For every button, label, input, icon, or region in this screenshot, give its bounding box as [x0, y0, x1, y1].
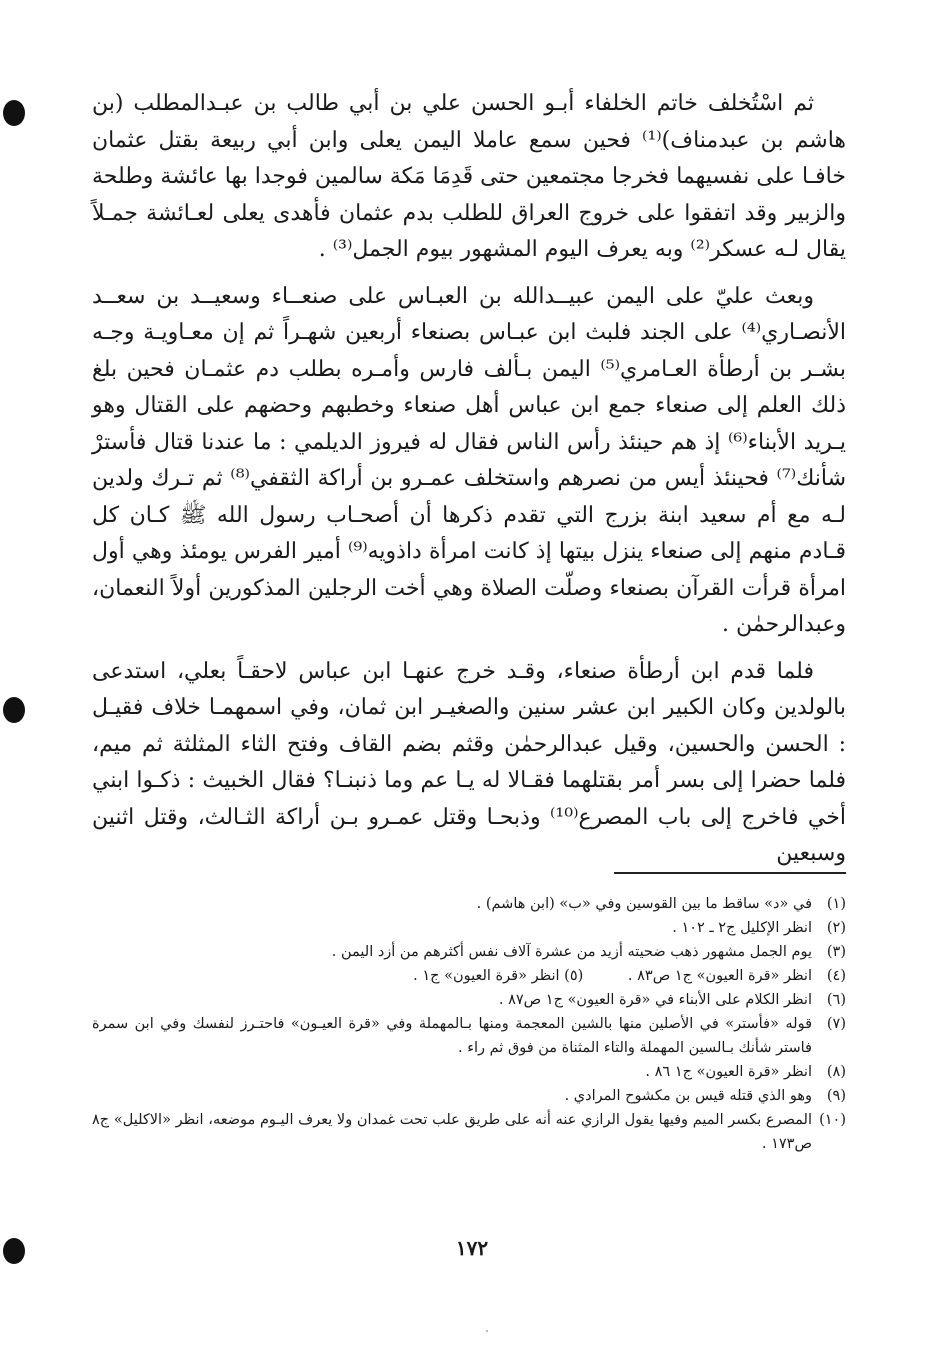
footnote-text: قوله «فأستر» في الأصلين منها بالشين المعجمة ومنها بـالمهملة وفي «قرة العيـون» فاحتـرز لنفسك وفي ابن سمرة فاستر شأنك بـالسين المهملة والتاء المثناة من فوق ثم راء .: [92, 1016, 812, 1056]
footnote-7: [92, 1012, 846, 1060]
footnote-2: [92, 916, 846, 940]
footnote-text: يوم الجمل مشهور ذهب ضحيته أزيد من عشرة آلاف نفس أكثرهم من أزد اليمن .: [331, 944, 812, 960]
footnote-1: [92, 892, 846, 916]
binding-hole-mark: [3, 100, 25, 126]
footnote-text: انظر الكلام على الأبناء في «قرة العيون» ج١ ص٨٧ .: [498, 992, 812, 1008]
footnote-9: [92, 1084, 846, 1108]
footnote-text: وهو الذي قتله قيس بن مكشوح المرادي .: [564, 1088, 812, 1104]
footnote-text: انظر الإكليل ج٢ ـ ١٠٢ .: [672, 920, 812, 936]
footnote-10: [92, 1108, 846, 1156]
footnote-number: (٩): [826, 1088, 846, 1104]
paragraph-1: ثم اسْتُخلف خاتم الخلفاء أبـو الحسن علي بن أبي طالب بن عبـدالمطلب (بن هاشم بن عبدمناف)⁽¹⁾ فحين سمع عاملا اليمن يعلى وابن أبي ربيعة بقتل عثمان خافـا على نفسيهما فخرجا مجتمعين حتى قَدِمَا مَكة سالمين فوجدا بها عائشة وطلحة والزبير وقد اتفقوا على خروج العراق للطلب بدم عثمان فأهدى يعلى لعـائشة جمـلاً يقال لـه عسكر⁽²⁾ وبه يعرف اليوم المشهور بيوم الجمل⁽³⁾ .: [92, 91, 847, 262]
footnote-number-5: (٥): [564, 968, 584, 984]
footnote-separator: [614, 872, 846, 874]
footnote-number: (٣): [826, 944, 846, 960]
footnote-number: (١): [826, 896, 846, 912]
footnote-text-5: انظر «قرة العيون» ج١ .: [413, 968, 560, 984]
paragraph-2: وبعث عليّ على اليمن عبيــدالله بن العبـاس على صنعــاء وسعيــد بن سعــد الأنصـاري⁽⁴⁾ على الجند فلبث ابن عبـاس بصنعاء أربعين شهـراً ثم إن معـاويـة وجـه بشـر بن أرطأة العـامري⁽⁵⁾ اليمن بـألف فارس وأمـره بطلب دم عثمـان فحين بلغ ذلك العلم إلى صنعاء جمع ابن عباس أهل صنعاء وخطبهم وحضهم على القتال وهو يـريد الأبناء⁽⁶⁾ إذ هم حينئذ رأس الناس فقال له فيروز الديلمي : ما عندنا قتال فأسترْ شأنك⁽⁷⁾ فحينئذ أيس من نصرهم واستخلف عمـرو بن أراكة الثقفي⁽⁸⁾ ثم تـرك ولدين لـه مع أم سعيد ابنة بزرج التي تقدم ذكرها أن أصحـاب رسول الله ﷺ كـان كل قـادم منهم إلى صنعاء ينزل بيتها إذ كانت امرأة داذويه⁽⁹⁾ أمير الفرس يومئذ وهي أول امرأة قرأت القرآن بصنعاء وصلّت الصلاة وهي أخت الرجلين المذكورين أولاً النعمان، وعبدالرحمٰن .: [92, 283, 847, 637]
binding-hole-mark: [3, 697, 25, 723]
footnote-text: انظر «قرة العيون» ج١ ص٨٣ .: [627, 968, 812, 984]
footnote-8: [92, 1060, 846, 1084]
footnote-number: (٢): [826, 920, 846, 936]
footnote-text: في «د» ساقط ما بين القوسين وفي «ب» (ابن هاشم) .: [476, 896, 812, 912]
footnote-6: [92, 988, 846, 1012]
footnote-number: (٤): [826, 968, 846, 984]
footnote-number: (٨): [826, 1064, 846, 1080]
footnote-3: [92, 940, 846, 964]
page-number: ١٧٢: [455, 1236, 489, 1260]
footnote-number: (١٠): [819, 1112, 846, 1128]
footnote-number: (٧): [826, 1016, 846, 1032]
footnote-4-5: [92, 964, 846, 988]
main-text: [92, 86, 846, 883]
footnote-text: انظر «قرة العيون» ج١ ٨٦ .: [645, 1064, 812, 1080]
scan-speck: [486, 1330, 488, 1332]
footnotes-list: [92, 892, 846, 1156]
footnote-number: (٦): [826, 992, 846, 1008]
paragraph-3: فلما قدم ابن أرطأة صنعاء، وقـد خرج عنهـا ابن عباس لاحقـاً بعلي، استدعى بالولدين وكان الكبير ابن عشر سنين والصغيـر ابن ثمان، وفي اسمهمـا خلاف فقيـل : الحسن والحسين، وقيل عبدالرحمٰن وقثم بضم القاف وفتح الثاء المثلثة ثم ميم، فلما حضرا إلى بسر أمر بقتلهما فقـالا له يـا عم وما ذنبنـا؟ فقال الخبيث : ذكـوا ابني أخي فاخرج إلى باب المصرع⁽¹⁰⁾ وذبحـا وقتل عمـرو بـن أراكة الثـالث، وقتل اثنين وسبعين: [92, 658, 846, 866]
footnote-text: المصرع بكسر الميم وفيها يقول الرازي عنه أنه على طريق علب تحت غمدان ولا يعرف اليـوم موضعه، انظر «الاكليل» ج٨ ص١٧٣ .: [92, 1112, 812, 1152]
